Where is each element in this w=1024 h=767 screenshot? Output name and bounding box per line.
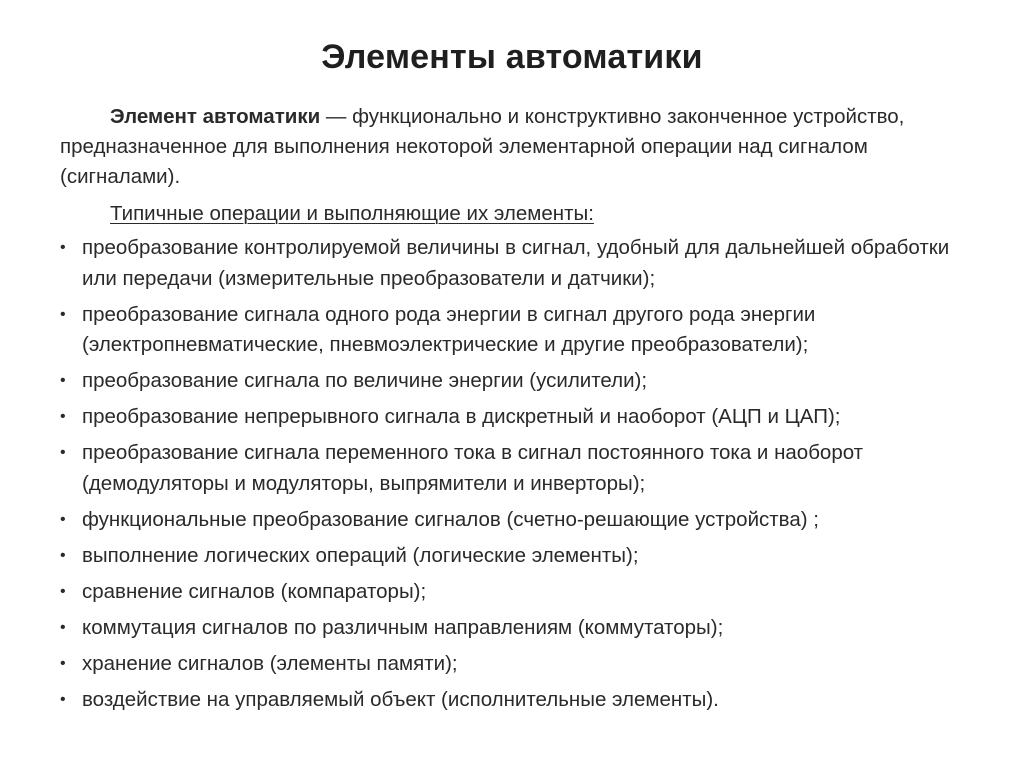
- list-item: [60, 438, 980, 499]
- list-item: [60, 613, 980, 644]
- page-title: Элементы автоматики: [321, 38, 703, 76]
- bullet-icon: •: [60, 444, 66, 461]
- list-item-text: преобразование сигнала одного рода энергии в сигнал другого рода энергии (электропневматические, пневмоэлектрические и другие преобразователи);: [82, 302, 816, 356]
- list-item: [60, 577, 980, 608]
- list-item-text: коммутация сигналов по различным направлениям (коммутаторы);: [82, 615, 724, 639]
- list-item: [60, 505, 980, 536]
- list-item: [60, 233, 980, 294]
- list-item-text: преобразование сигнала переменного тока в сигнал постоянного тока и наоборот (демодуляторы и модуляторы, выпрямители и инверторы);: [82, 441, 864, 495]
- bullet-icon: •: [60, 546, 66, 564]
- list-item-text: выполнение логических операций (логические элементы);: [82, 543, 639, 567]
- list-item: [60, 300, 980, 361]
- bullet-icon: •: [60, 372, 66, 389]
- list-item-text: преобразование сигнала по величине энергии (усилители);: [82, 369, 648, 392]
- list-item-text: сравнение сигналов (компараторы);: [82, 579, 427, 603]
- list-item: [60, 402, 980, 433]
- bullet-icon: •: [60, 510, 66, 528]
- list-item: [60, 366, 980, 397]
- bullet-icon: •: [60, 239, 66, 256]
- list-item: [60, 685, 980, 716]
- definition-text: — функционально и конструктивно законченное устройство, предназначенное для выполнения некоторой элементарной операции над сигналом (сигналами).: [60, 105, 905, 188]
- list-item-text: преобразование контролируемой величины в сигнал, удобный для дальнейшей обработки или передачи (измерительные преобразователи и датчики);: [82, 236, 950, 290]
- list-item: [60, 649, 980, 680]
- operations-list: [60, 233, 980, 721]
- operations-heading: Типичные операции и выполняющие их элементы:: [110, 202, 594, 225]
- bullet-icon: •: [60, 408, 66, 425]
- definition-paragraph: [60, 102, 960, 192]
- bullet-icon: •: [60, 305, 66, 323]
- bullet-icon: •: [60, 582, 66, 600]
- list-item-text: хранение сигналов (элементы памяти);: [82, 651, 458, 675]
- list-item: [60, 541, 980, 572]
- definition-term: Элемент автоматики: [110, 105, 321, 128]
- bullet-icon: •: [60, 690, 66, 708]
- list-item-text: функциональные преобразование сигналов (счетно-решающие устройства) ;: [82, 507, 819, 531]
- bullet-icon: •: [60, 654, 66, 672]
- bullet-icon: •: [60, 618, 66, 636]
- list-item-text: преобразование непрерывного сигнала в дискретный и наоборот (АЦП и ЦАП);: [82, 405, 841, 428]
- list-item-text: воздействие на управляемый объект (исполнительные элементы).: [82, 687, 719, 711]
